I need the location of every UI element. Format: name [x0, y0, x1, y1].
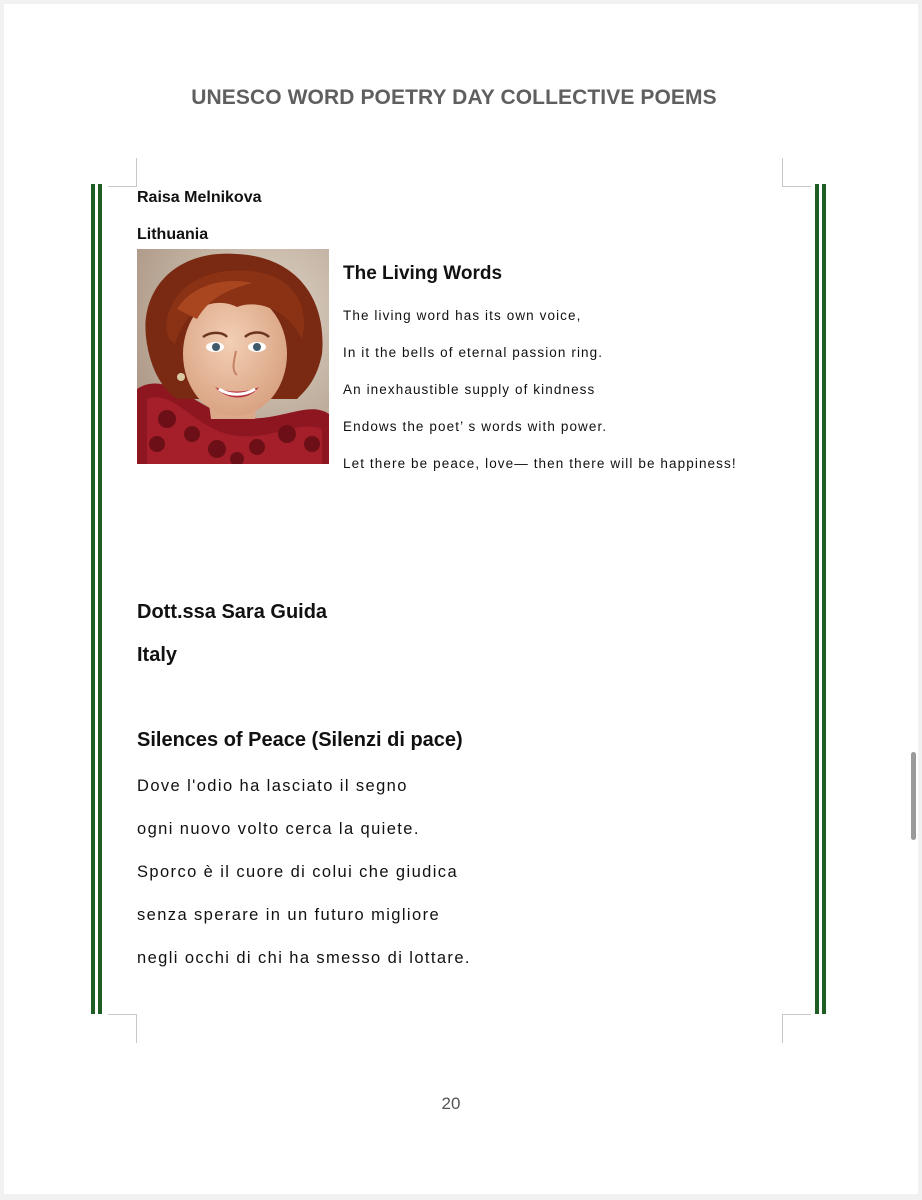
poem-line: Endows the poet’ s words with power.: [343, 419, 608, 434]
crop-mark-top-right: [782, 158, 811, 187]
right-border-line-outer: [822, 184, 826, 1014]
poem-line: The living word has its own voice,: [343, 308, 582, 323]
right-border-line-inner: [815, 184, 819, 1014]
crop-mark-top-left: [108, 158, 137, 187]
author-name: Raisa Melnikova: [137, 189, 262, 206]
left-border-line-inner: [98, 184, 102, 1014]
header-title: UNESCO WORD POETRY DAY COLLECTIVE POEMS: [191, 86, 717, 109]
document-page: [4, 4, 918, 1194]
poem-line: senza sperare in un futuro migliore: [137, 906, 441, 924]
author-country: Lithuania: [137, 226, 209, 243]
poem-line: In it the bells of eternal passion ring.: [343, 345, 604, 360]
poem-line: Sporco è il cuore di colui che giudica: [137, 863, 459, 881]
page-number: 20: [441, 1094, 461, 1113]
poem-lines: [137, 775, 471, 990]
author-portrait-photo: [137, 249, 329, 464]
poem-line: Let there be peace, love— then there will be happiness!: [343, 456, 737, 471]
crop-mark-bottom-left: [108, 1014, 137, 1043]
poem-lines: [343, 307, 737, 492]
crop-mark-bottom-right: [782, 1014, 811, 1043]
poem-line: An inexhaustible supply of kindness: [343, 382, 596, 397]
poem-line: Dove l'odio ha lasciato il segno: [137, 777, 408, 795]
poem-line: ogni nuovo volto cerca la quiete.: [137, 820, 420, 838]
left-border-line-outer: [91, 184, 95, 1014]
poem-title: The Living Words: [343, 263, 503, 284]
poem-line: negli occhi di chi ha smesso di lottare.: [137, 949, 471, 967]
author-country: Italy: [137, 644, 178, 666]
author-name: Dott.ssa Sara Guida: [137, 601, 328, 623]
vertical-scrollbar[interactable]: [911, 752, 916, 840]
poem-title: Silences of Peace (Silenzi di pace): [137, 729, 463, 751]
